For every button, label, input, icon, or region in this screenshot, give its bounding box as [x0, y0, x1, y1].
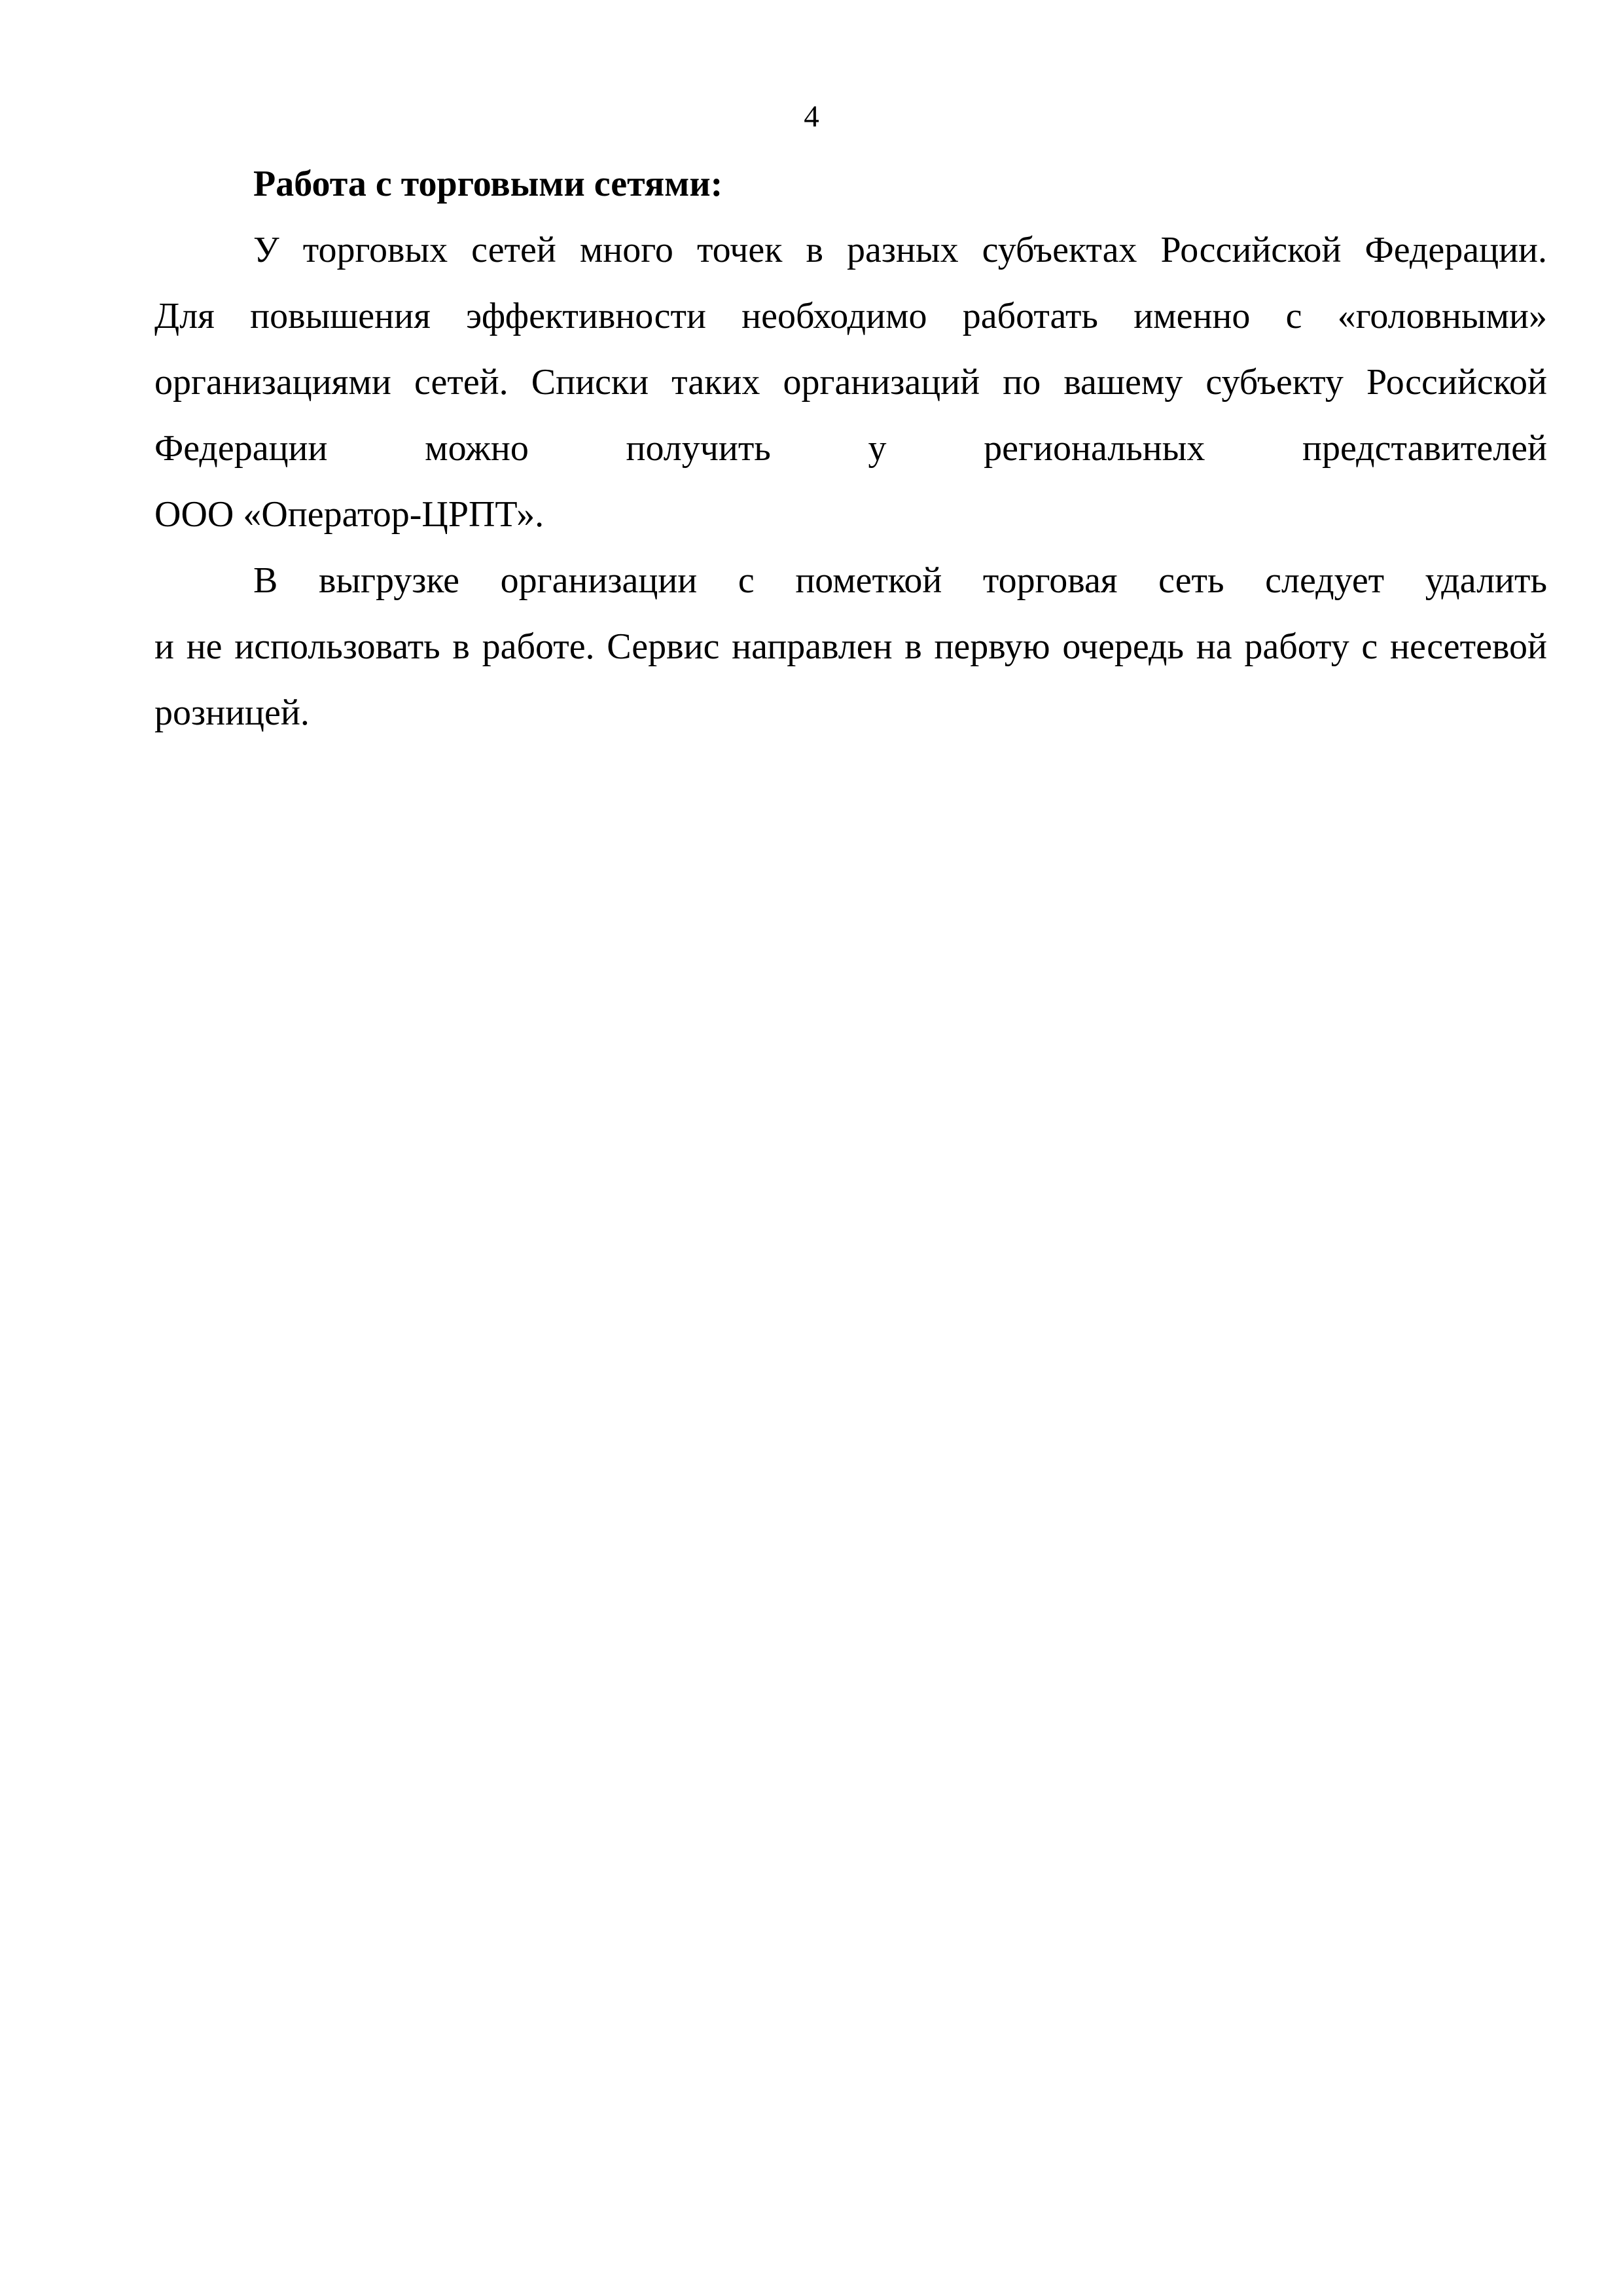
paragraph-export-note [154, 548, 1547, 746]
paragraph-line: ООО «Оператор-ЦРПТ». [154, 494, 544, 535]
paragraph-line: У торговых сетей много точек в разных субъектах Российской Федерации. [253, 230, 1547, 270]
paragraph-line: и не использовать в работе. Сервис направлен в первую очередь на работу с несетевой [154, 626, 1547, 667]
page-number: 4 [804, 99, 819, 134]
paragraph-line: В выгрузке организации с пометкой торговая сеть следует удалить [253, 560, 1547, 601]
paragraph-line: Для повышения эффективности необходимо работать именно с «головными» [154, 296, 1547, 336]
paragraph-line: Федерации можно получить у региональных представителей [154, 428, 1547, 469]
paragraph-line: розницей. [154, 692, 310, 733]
section-heading: Работа с торговыми сетями: [253, 164, 723, 204]
page-content [154, 151, 1547, 746]
paragraph-retail-chains [154, 217, 1547, 548]
paragraph-line: организациями сетей. Списки таких организаций по вашему субъекту Российской [154, 362, 1547, 403]
